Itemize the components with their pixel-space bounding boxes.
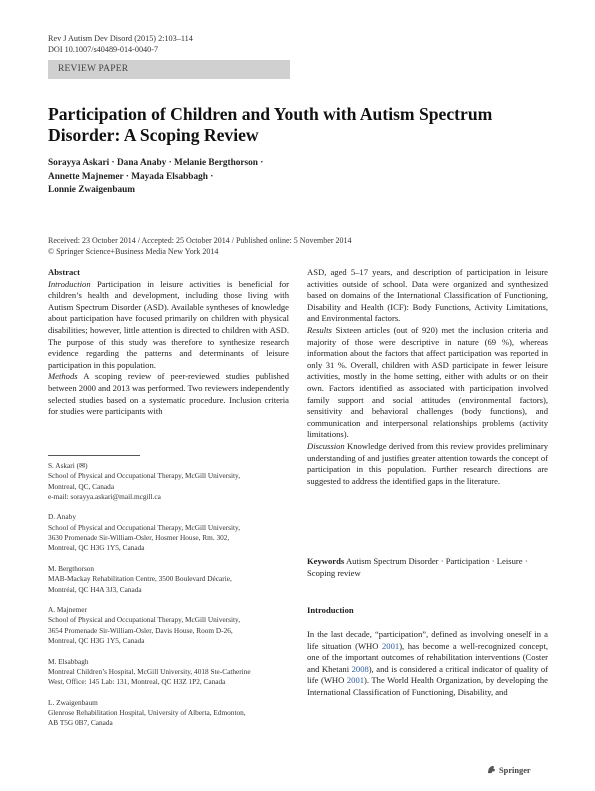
doi: DOI 10.1007/s40489-014-0040-7 xyxy=(48,45,159,54)
citation-link[interactable]: 2008 xyxy=(351,663,369,674)
authors-line-2: Annette Majnemer · Mayada Elsabbagh · xyxy=(48,171,214,182)
intro-text-a: In the last decade, “participation”, defined as involving oneself in a life situation (WHO xyxy=(307,629,548,651)
affiliation-block xyxy=(48,605,289,646)
publisher-name: Springer xyxy=(499,766,531,775)
affiliation-line: School of Physical and Occupational Therapy, McGill University, xyxy=(48,522,241,532)
keywords-label: Keywords xyxy=(307,556,345,566)
results-text: Sixteen articles (out of 920) met the inclusion criteria and majority of those were descriptive in nature (69 %), whereas information about the factors that affect participation was reported in only 31 %. Overall, children with ASD participate in fewer leisure activities, mostly in the home setting, either with adults or on their own. Factors identified as associated with participation involved family support and social attitudes (environmental factors), sensitivity and behavioral challenges (body functions), and communication and interpersonal relationships problems (activity limitations). xyxy=(307,324,548,440)
author-list xyxy=(48,157,548,198)
article-type-banner xyxy=(48,60,290,79)
title-line-2: Disorder: A Scoping Review xyxy=(48,125,259,145)
affiliation-line: AB T5G 0B7, Canada xyxy=(48,718,113,728)
title-line-1: Participation of Children and Youth with Autism Spectrum xyxy=(48,104,493,124)
authors-line-1: Sorayya Askari · Dana Anaby · Melanie Bergthorson · xyxy=(48,158,264,168)
affiliation-line: West, Office: 145 Lab: 131, Montreal, QC H3Z 1P2, Canada xyxy=(48,677,226,687)
abstract-right-column xyxy=(307,267,548,487)
discussion-label: Discussion xyxy=(307,440,345,451)
abstract-introduction xyxy=(48,279,289,372)
affiliation-line: 3630 Promenade Sir-William-Osler, Hosmer House, Rm. 302, xyxy=(48,533,230,543)
affiliation-line: MAB-Mackay Rehabilitation Centre, 3500 Boulevard Décarie, xyxy=(48,574,232,584)
affiliation-line: Montreal, QC H3G 1Y5, Canada xyxy=(48,636,145,646)
affiliation-divider xyxy=(48,455,140,456)
affiliation-block xyxy=(48,512,289,553)
affiliation-author: L. Zwaigenbaum xyxy=(48,697,98,707)
citation-link[interactable]: 2001 xyxy=(382,640,400,651)
affiliation-block xyxy=(48,461,289,502)
abstract-left-column xyxy=(48,267,289,418)
affiliation-line: Montreal, QC, Canada xyxy=(48,481,115,491)
abstract-results xyxy=(307,325,548,441)
article-type-label: REVIEW PAPER xyxy=(58,64,129,74)
affiliation-line: 3654 Promenade Sir-William-Osler, Davis House, Room D-26, xyxy=(48,625,233,635)
introduction-text: Participation in leisure activities is beneficial for children’s health and development, including those living with Autism Spectrum Disorder (ASD). Available syntheses of knowledge about participation have focused primarily on children with physical disabilities; however, little attention is directed to children with ASD. The purpose of this study was therefore to synthesize research evidence regarding the patterns and determinants of leisure participation in this population. xyxy=(48,278,289,370)
authors-line-3: Lonnie Zwaigenbaum xyxy=(48,185,136,195)
affiliation-author: A. Majnemer xyxy=(48,605,87,615)
results-label: Results xyxy=(307,324,332,335)
affiliation-line: School of Physical and Occupational Therapy, McGill University, xyxy=(48,615,241,625)
methods-label: Methods xyxy=(48,371,78,382)
paper-title xyxy=(48,104,548,146)
publication-dates xyxy=(48,236,352,257)
keywords-text: Autism Spectrum Disorder · Participation · Leisure · Scoping review xyxy=(307,556,528,578)
springer-horse-icon xyxy=(486,764,497,775)
methods-text: A scoping review of peer-reviewed studies published between 2000 and 2013 was performed. Two reviewers independently selected studies based on a systematic procedure. Inclusion criteria for studies were participants with xyxy=(48,371,289,417)
affiliation-line: Montréal, QC H4A 3J3, Canada xyxy=(48,584,142,594)
affiliation-block xyxy=(48,564,289,595)
affiliation-author: M. Bergthorson xyxy=(48,563,95,573)
affiliation-line: School of Physical and Occupational Therapy, McGill University, xyxy=(48,471,241,481)
citation-link[interactable]: 2001 xyxy=(346,675,365,686)
affiliation-line: Montreal, QC H3G 1Y5, Canada xyxy=(48,543,145,553)
copyright-line: © Springer Science+Business Media New York 2014 xyxy=(48,246,219,256)
abstract-heading: Abstract xyxy=(48,267,80,277)
keywords xyxy=(307,556,548,579)
affiliation-line: Glenrose Rehabilitation Hospital, University of Alberta, Edmonton, xyxy=(48,708,246,718)
intro-text-d: ). The World Health Organization, by developing the International Classification of Functioning, Disability, and xyxy=(307,675,548,697)
introduction-paragraph xyxy=(307,629,548,699)
affiliation-author: S. Askari (✉) xyxy=(48,461,88,470)
dates-line: Received: 23 October 2014 / Accepted: 25 October 2014 / Published online: 5 November 2014 xyxy=(48,236,352,245)
abstract-discussion xyxy=(307,441,548,487)
intro-text-b: ), has become a well-recognized concept, one of the important outcomes of rehabilitation interventions (Coster and Khetani xyxy=(307,640,548,674)
intro-text-c: ), and is considered a critical indicator of quality of life (WHO xyxy=(307,663,548,686)
affiliation-line: e-mail: sorayya.askari@mail.mcgill.ca xyxy=(48,491,161,501)
affiliation-author: D. Anaby xyxy=(48,512,76,522)
discussion-text: Knowledge derived from this review provides preliminary understanding of and justifies greater attention towards the concept of participation in this population. Further research directions are suggested to address the identified gaps in the literature. xyxy=(307,440,548,486)
affiliation-author: M. Elsabbagh xyxy=(48,656,89,666)
abstract-methods xyxy=(48,371,289,417)
affiliation-block xyxy=(48,657,289,688)
affiliation-line: Montreal Children’s Hospital, McGill University, 4018 Ste-Catherine xyxy=(48,666,251,676)
journal-citation: Rev J Autism Dev Disord (2015) 2:103–114 xyxy=(48,34,193,43)
affiliation-block xyxy=(48,698,289,729)
methods-continued: ASD, aged 5–17 years, and description of participation in leisure activities outside of school. Data were organized and synthesized based on domains of the International Classification of Functioning, Disability and Health (ICF): Body Functions, Activity Limitations, and Environmental factors. xyxy=(307,267,548,324)
introduction-label: Introduction xyxy=(48,278,91,289)
introduction-heading: Introduction xyxy=(307,605,354,615)
publisher-logo xyxy=(486,764,531,775)
affiliations xyxy=(48,461,289,739)
